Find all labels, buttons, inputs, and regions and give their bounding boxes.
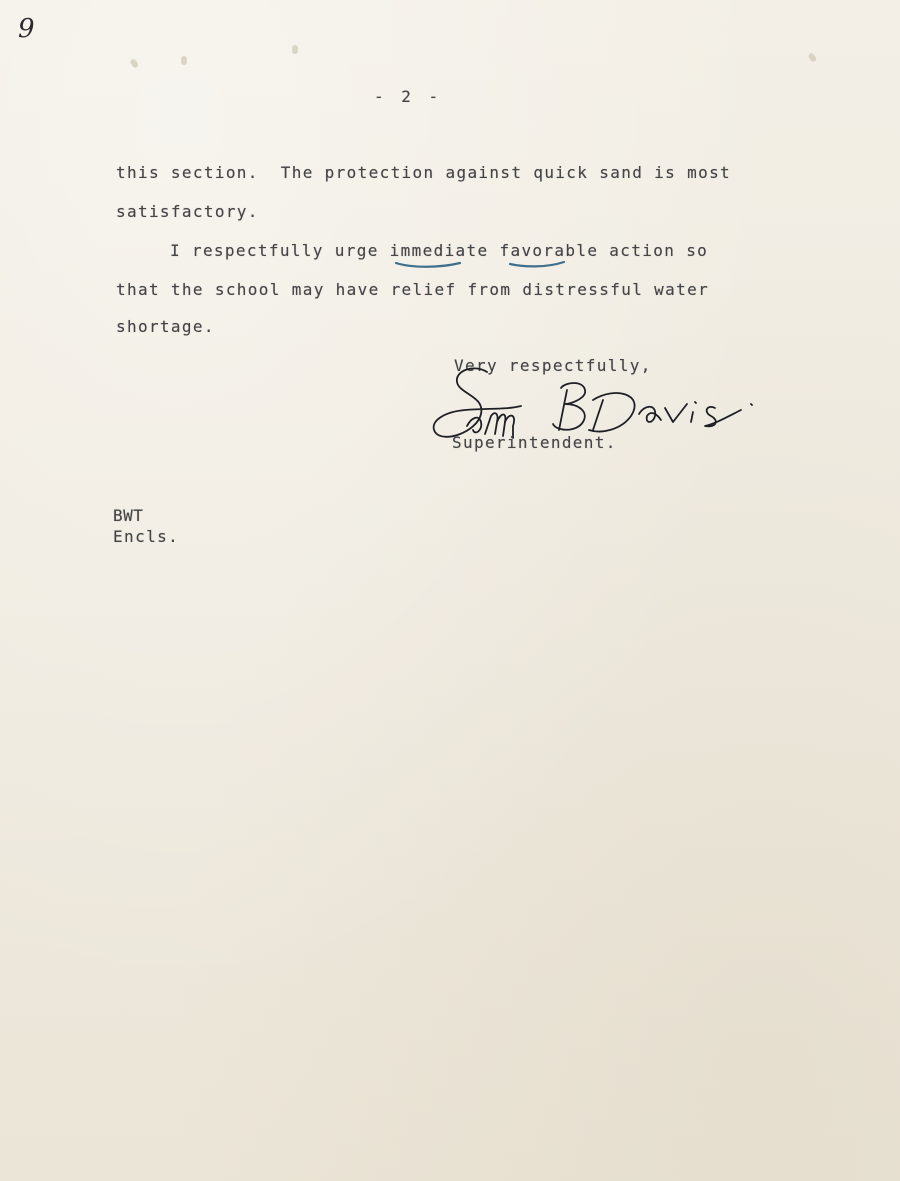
staple-hole-icon: [292, 44, 298, 54]
body-line: that the school may have relief from distressful water: [116, 280, 710, 299]
enclosures-note: Encls.: [113, 527, 180, 546]
body-line: shortage.: [116, 317, 215, 336]
page-number: - 2 -: [374, 87, 443, 106]
body-line: satisfactory.: [116, 202, 259, 221]
typist-initials: BWT: [113, 506, 144, 525]
archive-page-mark: 9: [18, 14, 35, 44]
body-line: I respectfully urge immediate favorable action so: [170, 241, 709, 260]
staple-hole-icon: [181, 55, 187, 65]
staple-hole-icon: [807, 51, 818, 63]
body-line: this section. The protection against quick sand is most: [116, 163, 732, 182]
closing-salutation: Very respectfully,: [454, 356, 652, 375]
staple-hole-icon: [129, 57, 140, 69]
signer-title: Superintendent.: [452, 433, 617, 452]
